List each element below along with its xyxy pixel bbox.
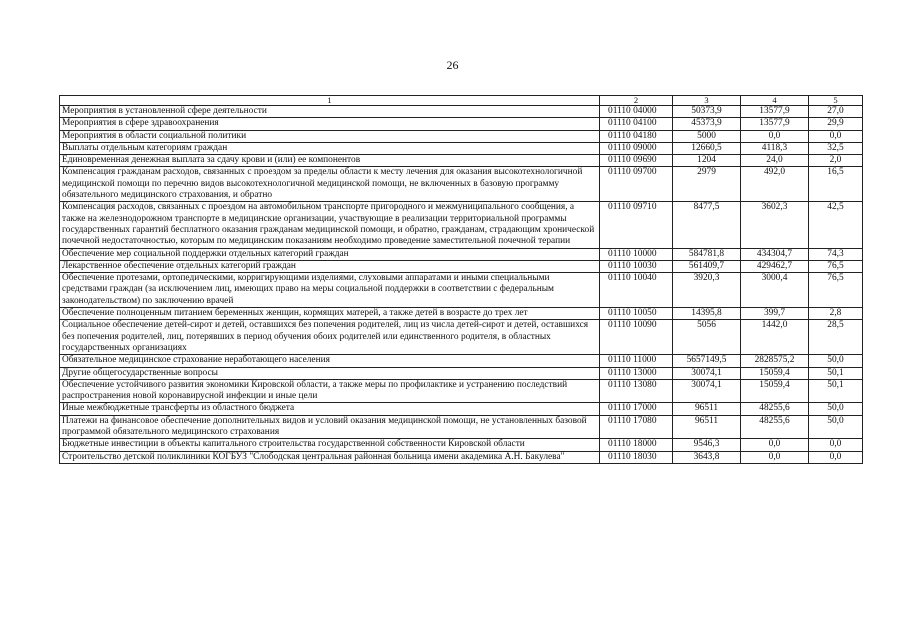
row-value-col5-text: 42,5 [827, 202, 844, 213]
row-name-cell [60, 167, 600, 202]
row-value-col3-text: 30074,1 [691, 379, 722, 390]
row-value-col4-text: 492,0 [763, 167, 786, 178]
row-value-col4-cell [741, 118, 809, 130]
row-value-col5-text: 0,0 [829, 439, 842, 450]
table-row [60, 379, 863, 403]
row-code-cell [600, 379, 673, 403]
row-value-col5-text: 29,9 [827, 118, 844, 129]
row-code-cell [600, 355, 673, 367]
row-value-col5-text: 50,0 [827, 355, 844, 366]
row-name-text: Лекарственное обеспечение отдельных категорий граждан [62, 260, 296, 271]
row-value-col4-cell [741, 308, 809, 320]
header-col-2: 2 [600, 96, 673, 106]
row-value-col3-text: 584781,8 [688, 248, 725, 259]
row-code-text: 01110 17080 [608, 415, 657, 426]
row-value-col3-cell [673, 142, 741, 154]
row-name-text: Иные межбюджетные трансферты из областного бюджета [62, 403, 295, 414]
page-number: 26 [446, 58, 459, 72]
row-code-cell [600, 367, 673, 379]
row-code-text: 01110 11000 [608, 355, 657, 366]
row-value-col3-cell [673, 248, 741, 260]
row-value-col3-text: 8477,5 [693, 202, 720, 213]
row-name-text: Мероприятия в установленной сфере деятельности [62, 106, 267, 116]
row-code-cell [600, 106, 673, 118]
row-value-col4-text: 4118,3 [761, 142, 788, 153]
row-value-col4-text: 0,0 [768, 439, 781, 450]
row-value-col3-cell [673, 260, 741, 272]
row-value-col4-cell [741, 439, 809, 451]
table-row [60, 355, 863, 367]
row-value-col4-text: 13577,9 [759, 106, 790, 116]
header-col-5: 5 [809, 96, 863, 106]
row-code-text: 01110 17000 [608, 403, 657, 414]
row-code-text: 01110 09000 [608, 142, 657, 153]
row-value-col5-cell [809, 155, 863, 167]
row-value-col5-cell [809, 403, 863, 415]
row-value-col3-cell [673, 106, 741, 118]
row-code-cell [600, 403, 673, 415]
table-row [60, 142, 863, 154]
row-value-col3-cell [673, 367, 741, 379]
row-value-col4-text: 2828575,2 [754, 355, 795, 366]
row-name-text: Единовременная денежная выплата за сдачу крови и (или) ее компонентов [62, 155, 361, 166]
row-code-text: 01110 10030 [608, 260, 657, 271]
row-value-col4-text: 15059,4 [759, 367, 790, 378]
row-name-text: Обеспечение полноценным питанием беременных женщин, кормящих матерей, а также детей в возрасте до трех лет [62, 308, 528, 319]
header-col-3: 3 [673, 96, 741, 106]
row-value-col3-text: 96511 [694, 403, 719, 414]
row-value-col3-cell [673, 155, 741, 167]
table-row [60, 273, 863, 308]
budget-table-container [59, 95, 862, 464]
row-value-col5-text: 50,0 [827, 403, 844, 414]
row-code-text: 01110 13000 [608, 367, 657, 378]
row-value-col4-cell [741, 106, 809, 118]
row-name-cell [60, 106, 600, 118]
row-code-cell [600, 155, 673, 167]
row-value-col5-text: 74,3 [827, 248, 844, 259]
row-value-col3-text: 30074,1 [691, 367, 722, 378]
row-value-col4-text: 13577,9 [759, 118, 790, 129]
row-code-text: 01110 18030 [608, 451, 657, 462]
row-value-col4-cell [741, 142, 809, 154]
row-value-col3-cell [673, 308, 741, 320]
row-value-col3-text: 45373,9 [691, 118, 722, 129]
row-value-col4-cell [741, 202, 809, 248]
row-code-cell [600, 308, 673, 320]
row-value-col5-text: 76,5 [827, 273, 844, 284]
row-value-col4-cell [741, 367, 809, 379]
row-name-cell [60, 308, 600, 320]
table-header-row [60, 96, 863, 106]
row-value-col4-cell [741, 273, 809, 308]
row-value-col4-text: 24,0 [766, 155, 783, 166]
row-value-col5-text: 0,0 [829, 451, 842, 462]
table-row [60, 308, 863, 320]
row-name-cell [60, 320, 600, 355]
row-value-col5-cell [809, 118, 863, 130]
table-row [60, 367, 863, 379]
row-code-cell [600, 167, 673, 202]
table-row [60, 451, 863, 463]
row-value-col5-cell [809, 451, 863, 463]
row-value-col4-cell [741, 130, 809, 142]
row-value-col3-text: 3643,8 [693, 451, 720, 462]
row-value-col5-text: 2,8 [829, 308, 842, 319]
row-value-col3-text: 5056 [697, 320, 716, 331]
row-name-cell [60, 118, 600, 130]
row-name-cell [60, 260, 600, 272]
row-value-col4-cell [741, 379, 809, 403]
row-value-col4-cell [741, 451, 809, 463]
row-value-col3-text: 9546,3 [693, 439, 720, 450]
table-row [60, 167, 863, 202]
row-value-col3-text: 12660,5 [691, 142, 722, 153]
table-row [60, 130, 863, 142]
row-code-text: 01110 09690 [608, 155, 657, 166]
row-code-text: 01110 10050 [608, 308, 657, 319]
row-value-col3-text: 3920,3 [693, 273, 720, 284]
row-code-text: 01110 04180 [608, 130, 657, 141]
row-value-col5-text: 2,0 [829, 155, 842, 166]
row-code-cell [600, 415, 673, 439]
row-name-cell [60, 415, 600, 439]
row-value-col4-cell [741, 248, 809, 260]
row-code-text: 01110 13080 [608, 379, 657, 390]
row-code-cell [600, 202, 673, 248]
row-value-col5-text: 32,5 [827, 142, 844, 153]
row-value-col3-cell [673, 439, 741, 451]
header-col-1: 1 [60, 96, 600, 106]
row-name-cell [60, 130, 600, 142]
row-value-col5-text: 0,0 [829, 130, 842, 141]
row-value-col5-cell [809, 439, 863, 451]
row-value-col4-text: 399,7 [763, 308, 786, 319]
row-value-col5-cell [809, 308, 863, 320]
row-name-text: Другие общегосударственные вопросы [62, 367, 218, 378]
row-value-col4-cell [741, 355, 809, 367]
row-name-text: Обеспечение протезами, ортопедическими, корригирующими изделиями, слуховыми аппаратами и иными специальными средствами граждан (за исключением лиц, имеющих право на меры социальной поддержки в соответствии с федеральным законодательством) по заключению врачей [62, 273, 554, 306]
row-code-text: 01110 10090 [608, 320, 657, 331]
row-code-text: 01110 09710 [608, 202, 657, 213]
row-name-cell [60, 379, 600, 403]
row-value-col5-cell [809, 106, 863, 118]
row-name-cell [60, 355, 600, 367]
row-name-text: Бюджетные инвестиции в объекты капитального строительства государственной собственности Кировской области [62, 439, 525, 450]
row-name-text: Компенсация гражданам расходов, связанных с проездом за пределы области к месту лечения для оказания высокотехнологичной медицинской помощи по перечню видов высокотехнологичной медицинской помощи, не включенных в базовую программу обязательного медицинского страхования, и обратно [62, 167, 583, 201]
row-code-text: 01110 18000 [608, 439, 657, 450]
row-value-col3-cell [673, 118, 741, 130]
row-value-col3-text: 2979 [697, 167, 716, 178]
row-value-col5-cell [809, 415, 863, 439]
row-value-col3-text: 96511 [694, 415, 719, 426]
row-name-text: Платежи на финансовое обеспечение дополнительных видов и условий оказания медицинской помощи, не установленных базовой программой обязательного медицинского страхования [62, 415, 587, 438]
row-code-cell [600, 142, 673, 154]
table-row [60, 403, 863, 415]
table-row [60, 320, 863, 355]
row-value-col4-text: 0,0 [768, 451, 781, 462]
row-name-text: Обеспечение устойчивого развития экономики Кировской области, а также меры по профилактике и устранению последствий распространения новой коронавирусной инфекции и иные цели [62, 379, 568, 402]
row-code-cell [600, 439, 673, 451]
row-value-col3-cell [673, 379, 741, 403]
row-name-text: Компенсация расходов, связанных с проездом на автомобильном транспорте пригородного и межмуниципального сообщения, а также на железнодорожном транспорте в медицинские организации, участвующие в реализации территориальной программы государственных гарантий бесплатного оказания гражданам медицинской помощи, и обратно, гражданам, страдающим хронической почечной недостаточностью, которым по медицинским показаниям необходимо проведение заместительной почечной терапии [62, 202, 595, 247]
row-code-cell [600, 260, 673, 272]
row-value-col5-text: 76,5 [827, 260, 844, 271]
row-value-col3-cell [673, 415, 741, 439]
row-name-cell [60, 439, 600, 451]
row-name-text: Обеспечение мер социальной поддержки отдельных категорий граждан [62, 248, 349, 259]
row-name-cell [60, 142, 600, 154]
table-body [60, 106, 863, 464]
row-value-col5-cell [809, 142, 863, 154]
row-value-col3-text: 5657149,5 [686, 355, 727, 366]
row-code-cell [600, 130, 673, 142]
row-value-col5-cell [809, 248, 863, 260]
row-value-col3-cell [673, 451, 741, 463]
row-value-col4-text: 0,0 [768, 130, 781, 141]
row-value-col4-text: 429462,7 [756, 260, 793, 271]
row-value-col5-text: 16,5 [827, 167, 844, 178]
row-value-col4-cell [741, 320, 809, 355]
table-row [60, 439, 863, 451]
row-code-text: 01110 10000 [608, 248, 657, 259]
row-value-col5-cell [809, 202, 863, 248]
row-code-cell [600, 451, 673, 463]
row-code-text: 01110 10040 [608, 273, 657, 284]
row-name-cell [60, 248, 600, 260]
row-code-cell [600, 118, 673, 130]
row-value-col5-text: 50,1 [827, 379, 844, 390]
row-value-col3-text: 561409,7 [688, 260, 725, 271]
row-name-cell [60, 367, 600, 379]
row-value-col4-text: 434304,7 [756, 248, 793, 259]
row-value-col3-text: 1204 [697, 155, 716, 166]
row-value-col5-cell [809, 260, 863, 272]
row-value-col3-cell [673, 355, 741, 367]
row-name-text: Выплаты отдельным категориям граждан [62, 142, 228, 153]
row-value-col3-text: 50373,9 [691, 106, 722, 116]
table-row [60, 248, 863, 260]
row-value-col5-cell [809, 379, 863, 403]
row-value-col5-cell [809, 273, 863, 308]
row-value-col5-cell [809, 167, 863, 202]
row-value-col3-cell [673, 320, 741, 355]
row-value-col4-cell [741, 260, 809, 272]
row-value-col4-cell [741, 415, 809, 439]
row-code-text: 01110 04100 [608, 118, 657, 129]
row-value-col4-text: 48255,6 [759, 403, 790, 414]
row-value-col4-text: 3000,4 [761, 273, 788, 284]
row-value-col5-text: 50,1 [827, 367, 844, 378]
row-value-col4-cell [741, 403, 809, 415]
row-code-cell [600, 320, 673, 355]
row-value-col4-text: 48255,6 [759, 415, 790, 426]
table-row [60, 260, 863, 272]
row-value-col3-text: 5000 [697, 130, 716, 141]
row-name-cell [60, 155, 600, 167]
table-row [60, 202, 863, 248]
row-code-cell [600, 248, 673, 260]
row-value-col5-text: 50,0 [827, 415, 844, 426]
row-name-cell [60, 202, 600, 248]
table-row [60, 415, 863, 439]
row-name-cell [60, 273, 600, 308]
row-value-col3-cell [673, 130, 741, 142]
row-name-text: Строительство детской поликлиники КОГБУЗ "Слободская центральная районная больница имени академика А.Н. Бакулева" [62, 451, 565, 462]
row-value-col5-cell [809, 320, 863, 355]
row-name-text: Мероприятия в сфере здравоохранения [62, 118, 219, 129]
row-value-col4-text: 15059,4 [759, 379, 790, 390]
row-name-text: Социальное обеспечение детей-сирот и детей, оставшихся без попечения родителей, лиц из числа детей-сирот и детей, оставшихся без попечения родителей, лиц, потерявших в период обучения обоих родителей или единственного родителя, в областных государственных организациях [62, 320, 589, 353]
row-value-col5-text: 28,5 [827, 320, 844, 331]
row-name-text: Обязательное медицинское страхование неработающего населения [62, 355, 330, 366]
row-value-col3-text: 14395,8 [691, 308, 722, 319]
row-value-col3-cell [673, 273, 741, 308]
row-name-cell [60, 403, 600, 415]
row-value-col5-cell [809, 355, 863, 367]
table-row [60, 106, 863, 118]
table-row [60, 118, 863, 130]
row-value-col4-cell [741, 167, 809, 202]
row-value-col3-cell [673, 202, 741, 248]
row-value-col3-cell [673, 403, 741, 415]
table-row [60, 155, 863, 167]
row-value-col4-cell [741, 155, 809, 167]
row-value-col4-text: 3602,3 [761, 202, 788, 213]
row-name-cell [60, 451, 600, 463]
header-col-4: 4 [741, 96, 809, 106]
row-value-col5-text: 27,0 [827, 106, 844, 116]
row-value-col4-text: 1442,0 [761, 320, 788, 331]
row-code-cell [600, 273, 673, 308]
row-value-col5-cell [809, 130, 863, 142]
row-name-text: Мероприятия в области социальной политики [62, 130, 247, 141]
row-code-text: 01110 09700 [608, 167, 657, 178]
row-value-col5-cell [809, 367, 863, 379]
budget-table [59, 95, 863, 464]
row-value-col3-cell [673, 167, 741, 202]
row-code-text: 01110 04000 [608, 106, 657, 116]
